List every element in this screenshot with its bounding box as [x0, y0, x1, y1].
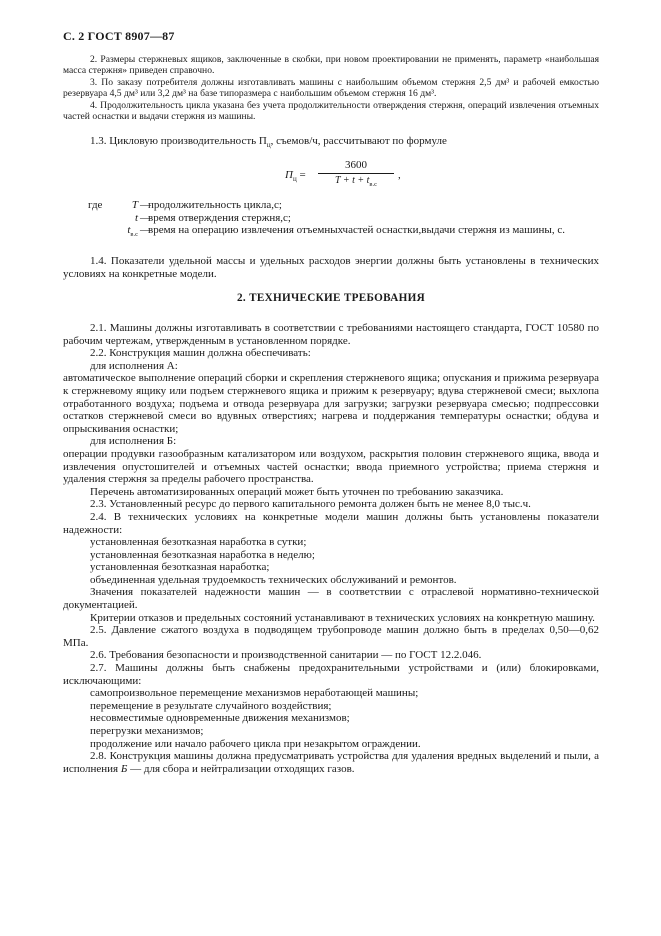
clause-2-6: 2.6. Требования безопасности и производственной санитарии — по ГОСТ 12.2.046.	[90, 649, 482, 662]
clause-2-5: 2.5. Давление сжатого воздуха в подводящем трубопроводе машин должно быть в пределах 0,50—0,62 МПа.	[63, 624, 599, 649]
formula-tail: ,	[398, 169, 401, 181]
variant-b-text: операции продувки газообразным катализатором или воздухом, раскрытия половин стержневого ящика, ввода и извлечения опустошителей и отъемных частей оснастки; ввода приемного устройства; приема стержня и удаления стержня за пределы рабочего пространства.	[63, 447, 599, 486]
formula-denominator: $T + t + t_{в.с}$	[334, 175, 378, 188]
list-item: продолжение или начало рабочего цикла при незакрытом ограждении.	[90, 737, 421, 750]
list-item: установленная безотказная наработка в сутки;	[90, 536, 307, 549]
clause-2-4-criteria: Критерии отказов и предельных состояний устанавливают в технических условиях на конкретную машину.	[90, 611, 595, 624]
note-3: 3. По заказу потребителя должны изготавливать машины с наибольшим объемом стержня 2,5 дм³ и рабочей емкостью резервуара 4,5 дм³ или 3,2 дм³ на базе типоразмера с наибольшим объемом стержня 16 дм³.	[63, 76, 599, 100]
formula-fraction-bar	[318, 173, 394, 174]
clause-1-3-text: 1.3. Цикловую производительность П	[90, 135, 267, 147]
clause-1-3	[63, 135, 599, 152]
variant-a-text: автоматическое выполнение операций сборки и скрепления стержневого ящика; опускания и прижима резервуара к стержневому ящику или подъем стержневого ящика и прижим к резервуару; вдува стержневой смеси; выхлопа отработанного воздуха; подъема и отвода резервуара для загрузки; загрузки резервуара смесью; подпрессовки остатков стержневой смеси во вдувных отверстиях; нагрева и поддержания температуры оснастки; обдува и опрыскивания оснастки;	[63, 372, 599, 435]
clause-2-2-note: Перечень автоматизированных операций может быть уточнен по требованию заказчика.	[90, 485, 504, 498]
clause-2-2: 2.2. Конструкция машин должна обеспечивать:	[90, 347, 311, 360]
clause-1-3-tail: , съемов/ч, рассчитывают по формуле	[270, 135, 447, 147]
note-4: 4. Продолжительность цикла указана без учета продолжительности отверждения стержня, операций извлечения отъемных частей оснастки и выдачи стержня из машины.	[63, 99, 599, 123]
section-title: 2. ТЕХНИЧЕСКИЕ ТРЕБОВАНИЯ	[236, 292, 426, 304]
list-item: установленная безотказная наработка в неделю;	[90, 548, 315, 561]
list-item: несовместимые одновременные движения механизмов;	[90, 712, 350, 725]
list-item: перегрузки механизмов;	[90, 725, 204, 737]
note-2: 2. Размеры стержневых ящиков, заключенные в скобки, при новом проектировании не применять, параметр «наибольшая масса стержня» приведен справочно.	[63, 54, 599, 77]
list-item: самопроизвольное перемещение механизмов неработающей машины;	[90, 687, 419, 700]
legend-row: t — время отверждения стержня,с;	[134, 211, 291, 224]
page-header: С. 2 ГОСТ 8907—87	[63, 29, 175, 43]
table-notes	[63, 54, 599, 122]
legend-row: где T — продолжительность цикла,с;	[88, 199, 282, 211]
list-item: перемещение в результате случайного воздействия;	[90, 699, 332, 712]
clause-2-4-values: Значения показателей надежности машин — в соответствии с отраслевой нормативно-технической документацией.	[63, 586, 599, 612]
clause-2-4: 2.4. В технических условиях на конкретные модели машин должны быть установлены показатели надежности:	[63, 510, 599, 536]
legend-where-label: где	[88, 199, 103, 211]
clause-1-4: 1.4. Показатели удельной массы и удельных расходов энергии должны быть установлены в технических условиях на конкретные модели.	[63, 255, 599, 280]
clause-2-7: 2.7. Машины должны быть снабжены предохранительными устройствами и (или) блокировками, исключающими:	[63, 662, 599, 687]
section-2-body	[63, 322, 599, 775]
legend-row: $t_{в.с}$ — время на операцию извлечения отъемныхчастей оснастки,выдачи стержня из машины, с.	[127, 224, 565, 239]
clause-2-1: 2.1. Машины должны изготавливать в соответствии с требованиями настоящего стандарта, ГОСТ 10580 по рабочим чертежам, утвержденным в установленном порядке.	[63, 322, 599, 347]
productivity-formula	[285, 159, 445, 193]
clause-1-3-sub: ц	[266, 141, 271, 150]
clause-2-8: 2.8. Конструкция машины должна предусматривать устройства для удаления вредных выделений и пыли, а исполнения Б — для сбора и нейтрализации отходящих газов.	[63, 750, 599, 775]
variant-b-label: для исполнения Б:	[90, 435, 177, 448]
list-item: установленная безотказная наработка;	[90, 561, 270, 574]
formula-legend	[88, 199, 600, 249]
clause-2-3: 2.3. Установленный ресурс до первого капитального ремонта должен быть не менее 8,0 тыс.ч.	[90, 498, 531, 511]
formula-numerator: 3600	[345, 159, 367, 171]
variant-a-label: для исполнения А:	[90, 359, 178, 372]
formula-lhs: $П_ц$ =	[285, 169, 306, 184]
list-item: объединенная удельная трудоемкость технических обслуживаний и ремонтов.	[90, 573, 457, 586]
